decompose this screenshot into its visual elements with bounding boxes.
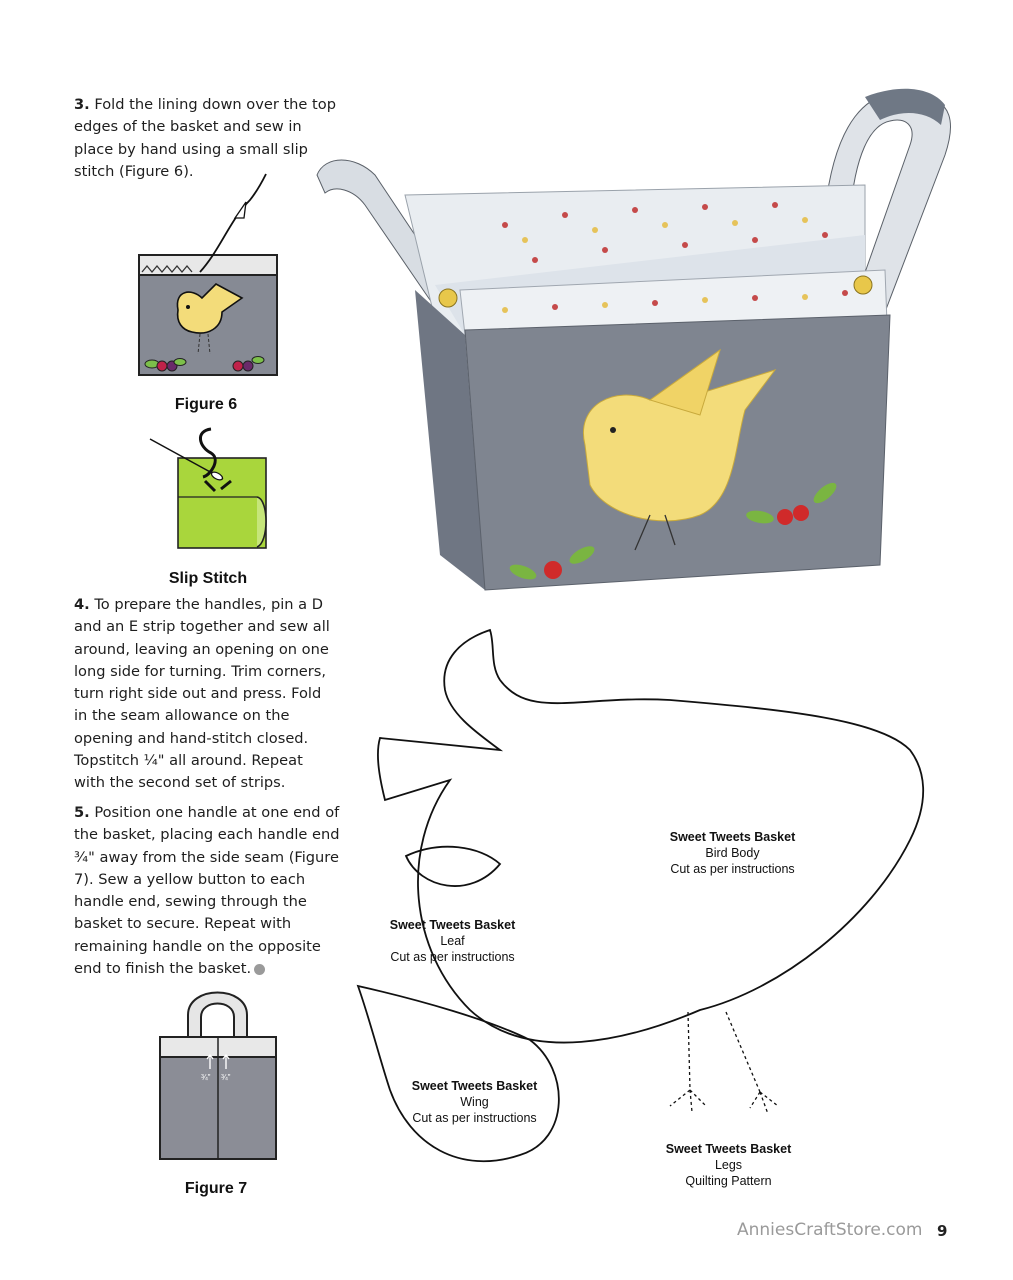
page-number: 9 (937, 1222, 948, 1240)
pattern-instruction: Cut as per instructions (412, 1111, 537, 1125)
slip-stitch-caption: Slip Stitch (168, 570, 248, 587)
pattern-label-wing (392, 1078, 557, 1126)
pattern-title: Sweet Tweets Basket (665, 1142, 792, 1156)
legs-quilting-pattern (670, 1012, 778, 1114)
pattern-title: Sweet Tweets Basket (411, 1079, 538, 1093)
pattern-title: Sweet Tweets Basket (669, 830, 796, 844)
end-of-project-dot (254, 964, 265, 975)
pattern-label-legs (646, 1141, 811, 1189)
step-text: Fold the lining down over the top edges of the basket and sew in place by hand using a small slip stitch (Figure 6). (74, 96, 336, 180)
footer-site-url[interactable]: AnniesCraftStore.com (737, 1220, 923, 1240)
slip-stitch-illustration (145, 425, 275, 553)
figure-6-illustration (130, 170, 290, 380)
pattern-piece-name: Bird Body (705, 846, 760, 860)
step-number: 3. (74, 96, 90, 113)
pattern-instruction: Quilting Pattern (685, 1174, 772, 1188)
figure-7-illustration (155, 985, 280, 1165)
step-5 (74, 802, 342, 980)
pattern-instruction: Cut as per instructions (390, 950, 515, 964)
pattern-title: Sweet Tweets Basket (389, 918, 516, 932)
pattern-label-bird-body (650, 829, 815, 877)
pattern-instruction: Cut as per instructions (670, 862, 795, 876)
figure-7-measure-right: ¾" (221, 1073, 231, 1082)
pattern-piece-name: Leaf (440, 934, 465, 948)
wing-outline (358, 986, 559, 1161)
step-number: 5. (74, 804, 90, 821)
step-number: 4. (74, 596, 90, 613)
step-text: To prepare the handles, pin a D and an E strip together and sew all around, leaving an opening on one long side for turning. Trim corners, turn right side out and press. Fold in the seam allowance on the opening and hand-stitch closed. Topstitch ¼" all around. Repeat with the second set of strips. (74, 596, 330, 792)
figure-7-measure-left: ¾" (201, 1073, 211, 1082)
step-text: Position one handle at one end of the basket, placing each handle end ¾" away from the side seam (Figure 7). Sew a yellow button to each handle end, sewing through the basket to secure. Repeat with remaining handle on the opposite end to finish the basket. (74, 804, 340, 978)
figure-6-caption: Figure 6 (174, 396, 238, 413)
basket-photo (305, 85, 975, 600)
pattern-label-leaf (370, 917, 535, 965)
figure-7-caption: Figure 7 (184, 1180, 248, 1197)
pattern-piece-name: Legs (714, 1158, 743, 1172)
step-4 (74, 594, 332, 795)
pattern-piece-name: Wing (460, 1095, 489, 1109)
